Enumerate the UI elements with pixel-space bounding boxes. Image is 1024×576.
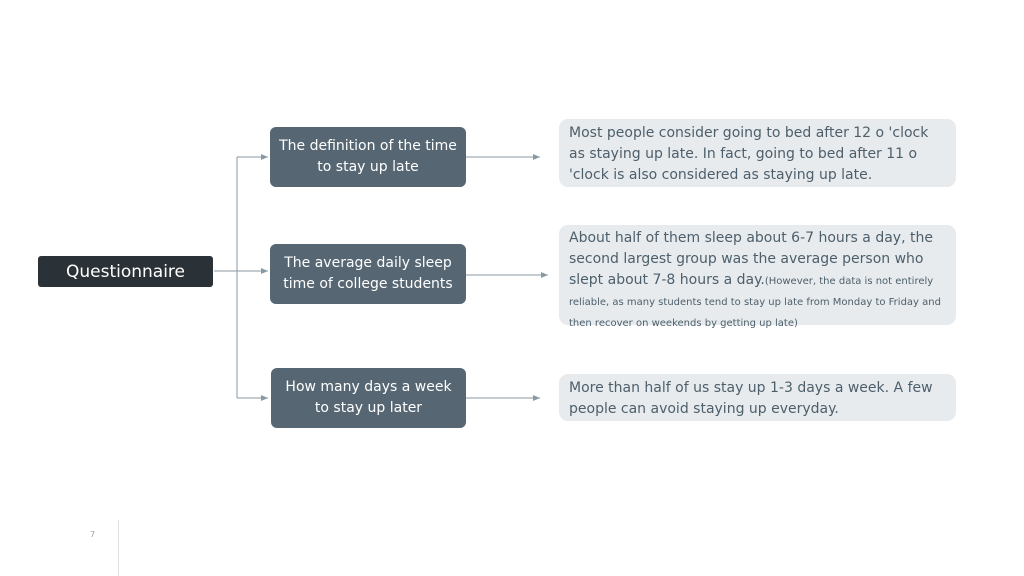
- detail-text: More than half of us stay up 1-3 days a week. A few people can avoid staying up everyday.: [569, 380, 933, 417]
- detail-box-sleep-time: [559, 225, 956, 329]
- branch-node-label: How many days a week to stay up later: [285, 379, 452, 416]
- branch-node-label: The definition of the time to stay up late: [279, 138, 457, 175]
- page-divider: [118, 520, 119, 576]
- branch-node-sleep-time: [270, 244, 466, 304]
- page-number: 7: [90, 530, 96, 539]
- detail-note: (However, the data is not entirely reliable, as many students tend to stay up late from Monday to Friday and then recover on weekends by getting up late): [569, 276, 941, 329]
- detail-text: About half of them sleep about 6-7 hours a day, the second largest group was the average person who slept about 7-8 hours a day.: [569, 230, 933, 288]
- detail-box-days-per-week: [559, 374, 956, 421]
- branch-node-label: The average daily sleep time of college students: [283, 255, 453, 292]
- detail-box-definition: [559, 119, 956, 187]
- branch-node-definition: [270, 127, 466, 187]
- branch-node-days-per-week: [271, 368, 466, 428]
- detail-text: Most people consider going to bed after 12 o 'clock as staying up late. In fact, going to bed after 11 o 'clock is also considered as staying up late.: [569, 125, 929, 183]
- root-node-questionnaire: [38, 256, 213, 287]
- root-node-label: Questionnaire: [65, 261, 186, 282]
